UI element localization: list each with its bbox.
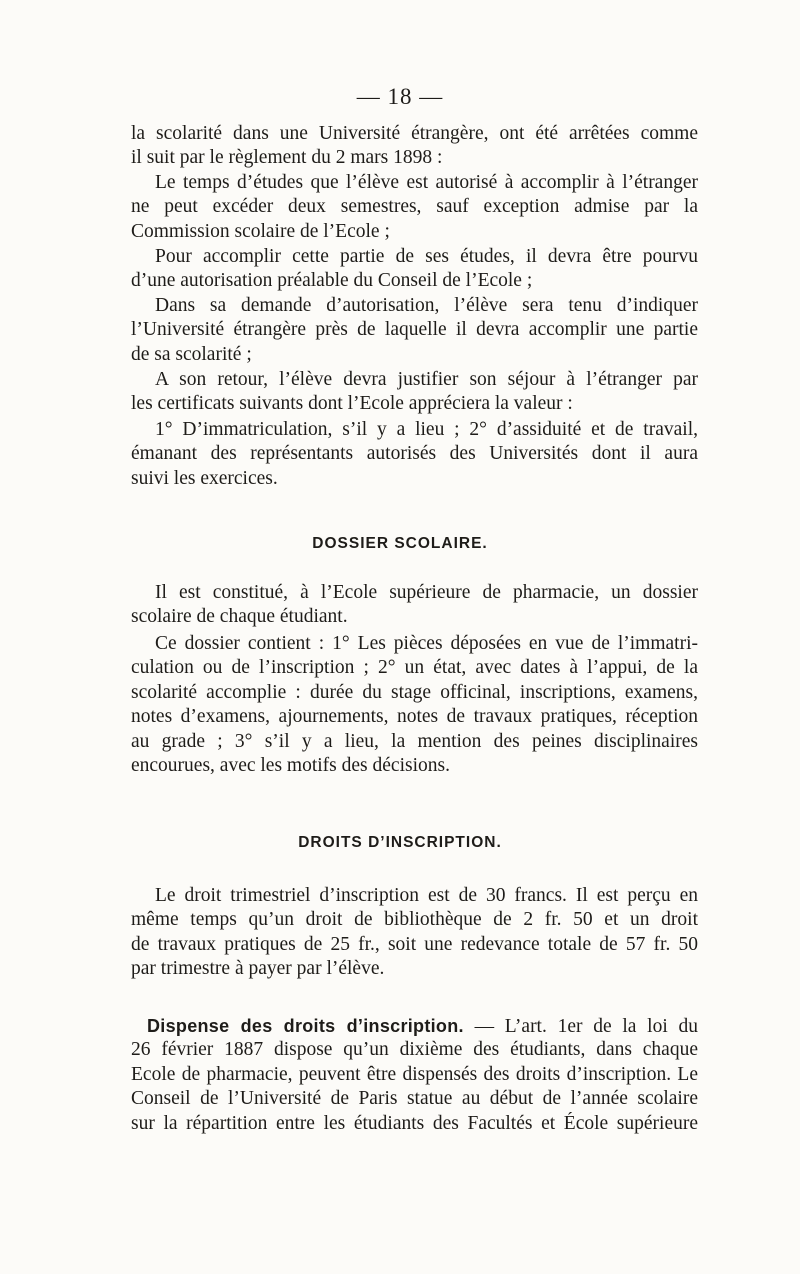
- text-line: il suit par le règlement du 2 mars 1898 :: [131, 147, 443, 169]
- text-line: culation ou de l’inscription ; 2° un état, avec dates à l’appui, de la: [131, 657, 698, 679]
- text-line: A son retour, l’élève devra justifier son séjour à l’étranger par: [155, 369, 698, 390]
- paragraph-certificats: [131, 418, 698, 491]
- text-line: l’Université étrangère près de laquelle il devra accomplir une partie: [131, 319, 698, 341]
- text-line: 1° D’immatriculation, s’il y a lieu ; 2° d’assiduité et de travail,: [155, 419, 698, 440]
- paragraph-demande: [131, 294, 698, 367]
- paragraph-contenu-dossier: [131, 632, 698, 778]
- text-line: émanant des représentants autorisés des Universités dont il aura: [131, 443, 698, 465]
- paragraph-temps-etudes: [131, 171, 698, 244]
- text-line: sur la répartition entre les étudiants des Facultés et École supérieure: [131, 1112, 698, 1134]
- text-line: au grade ; 3° s’il y a lieu, la mention des peines disciplinaires: [131, 730, 698, 752]
- text-line: Pour accomplir cette partie de ses études, il devra être pourvu: [155, 246, 698, 267]
- text-line: encourues, avec les motifs des décisions.: [131, 754, 450, 776]
- text-line: suivi les exercices.: [131, 467, 278, 489]
- section-heading-dossier: DOSSIER SCOLAIRE.: [312, 535, 488, 552]
- text-line: de sa scolarité ;: [131, 343, 252, 365]
- text-line: ne peut excéder deux semestres, sauf exception admise par la: [131, 196, 698, 218]
- paragraph-droit-trimestriel: [131, 884, 698, 982]
- text-line: Commission scolaire de l’Ecole ;: [131, 220, 390, 242]
- paragraph-lead: Dispense des droits d’inscription.: [147, 1016, 464, 1036]
- text-line: scolarité accomplie : durée du stage officinal, inscriptions, examens,: [131, 681, 698, 703]
- paragraph-dispense: [131, 1014, 698, 1136]
- text-line: Ce dossier contient : 1° Les pièces déposées en vue de l’immatri-: [155, 633, 698, 654]
- page-number: — 18 —: [356, 84, 444, 109]
- text-line: Conseil de l’Université de Paris statue au début de l’année scolaire: [131, 1088, 698, 1110]
- text-line: notes d’examens, ajournements, notes de travaux pratiques, réception: [131, 706, 698, 728]
- text-line: Il est constitué, à l’Ecole supérieure de pharmacie, un dossier: [155, 582, 698, 603]
- paragraph-autorisation: [131, 245, 698, 294]
- lead-continuation: — L’art. 1er de la loi du: [474, 1016, 698, 1037]
- text-line: Dans sa demande d’autorisation, l’élève sera tenu d’indiquer: [155, 295, 698, 316]
- text-line: même temps qu’un droit de bibliothèque de 2 fr. 50 et un droit: [131, 909, 698, 931]
- text-line: les certificats suivants dont l’Ecole appréciera la valeur :: [131, 393, 573, 415]
- text-line: 26 février 1887 dispose qu’un dixième des étudiants, dans chaque: [131, 1039, 698, 1061]
- text-line: d’une autorisation préalable du Conseil de l’Ecole ;: [131, 270, 533, 292]
- text-line: scolaire de chaque étudiant.: [131, 606, 348, 628]
- text-line: Le temps d’études que l’élève est autorisé à accomplir à l’étranger: [155, 172, 698, 193]
- text-line: [131, 1014, 698, 1038]
- text-line: de travaux pratiques de 25 fr., soit une redevance totale de 57 fr. 50: [131, 933, 698, 955]
- paragraph-retour: [131, 368, 698, 417]
- text-line: par trimestre à payer par l’élève.: [131, 958, 385, 980]
- text-line: Le droit trimestriel d’inscription est de 30 francs. Il est perçu en: [155, 885, 698, 906]
- text-line: la scolarité dans une Université étrangère, ont été arrêtées comme: [131, 123, 698, 144]
- text-line: Ecole de pharmacie, peuvent être dispensés des droits d’inscription. Le: [131, 1063, 698, 1085]
- paragraph-reglement: [131, 122, 698, 171]
- section-heading-droits: DROITS D’INSCRIPTION.: [298, 834, 502, 851]
- paragraph-dossier: [131, 581, 698, 630]
